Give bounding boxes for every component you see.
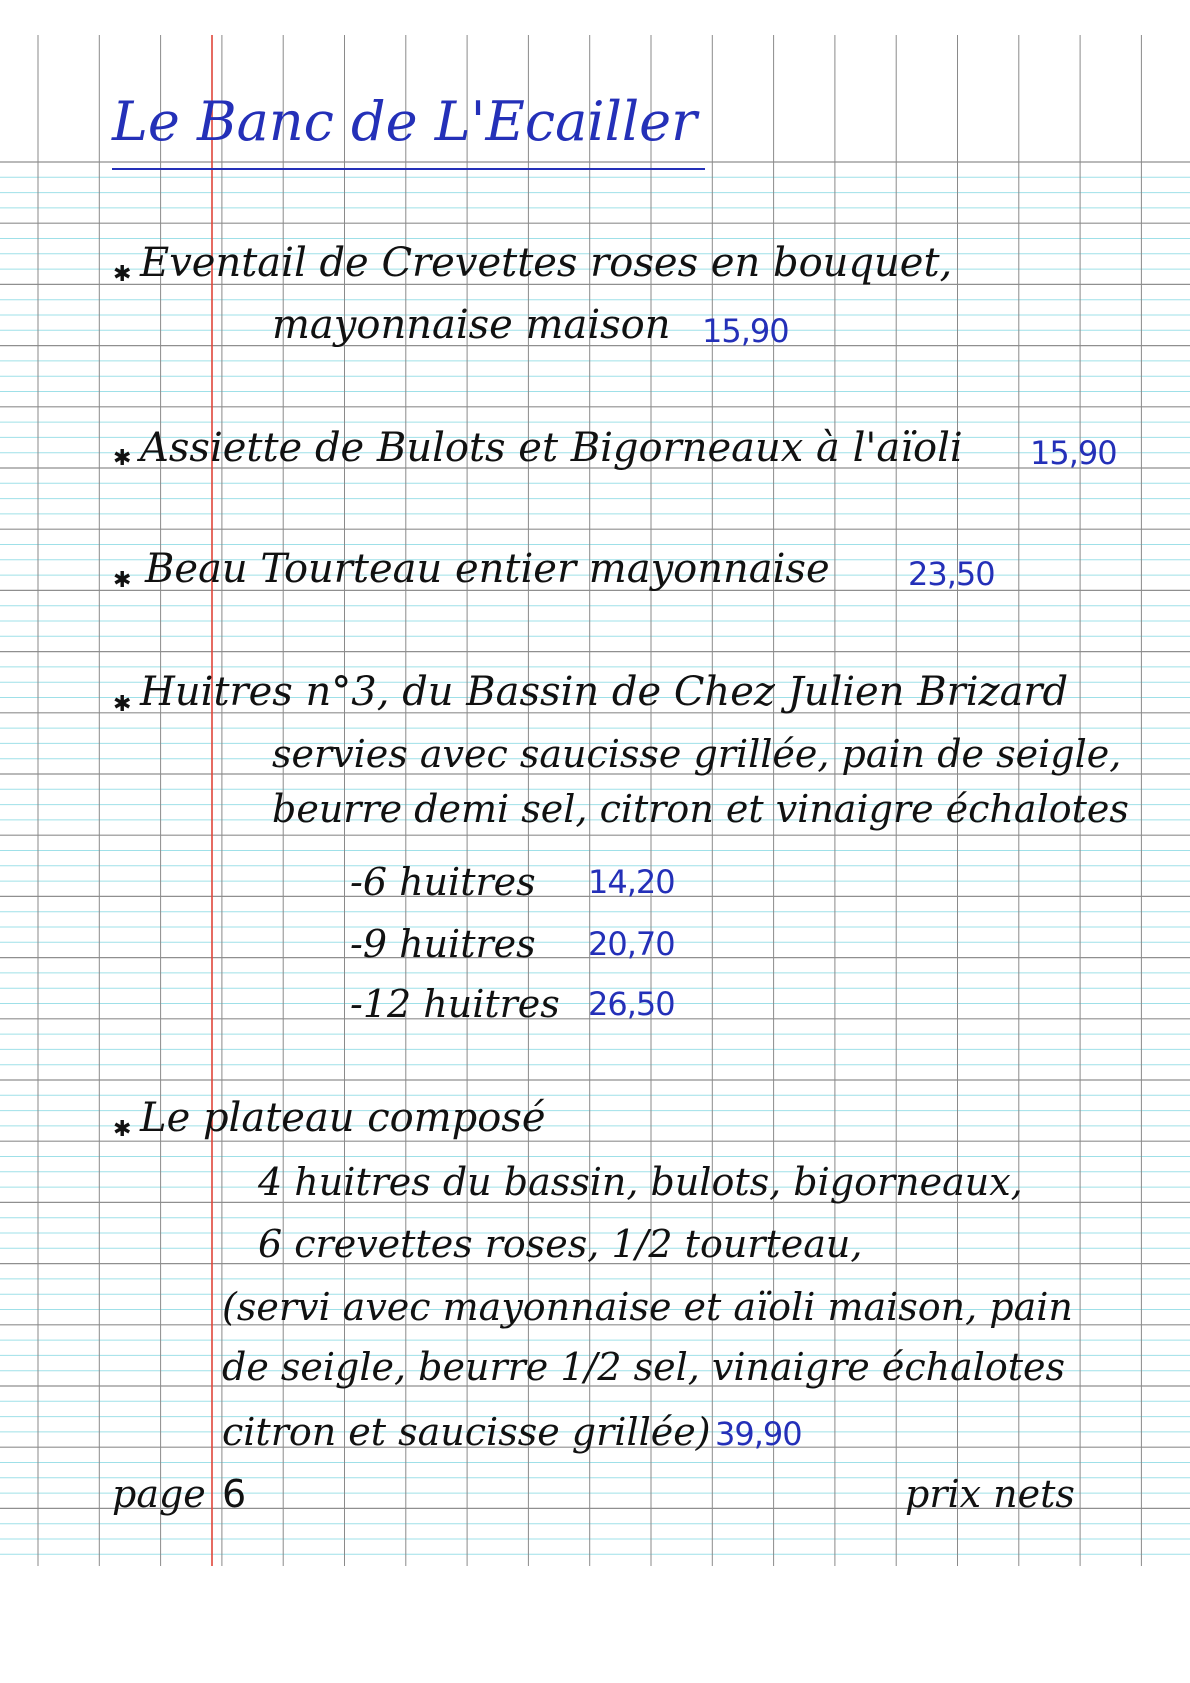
item-crevettes-line2: mayonnaise maison (272, 302, 671, 348)
footer-page-label: page (112, 1472, 206, 1516)
item-huitres-line2: servies avec saucisse grillée, pain de seigle, (272, 732, 1122, 776)
footer-note: prix nets (905, 1472, 1075, 1516)
option-6-huitres-label: -6 huitres (350, 860, 536, 904)
item-plateau-line2: 4 huitres du bassin, bulots, bigorneaux, (258, 1160, 1023, 1204)
item-huitres-line3: beurre demi sel, citron et vinaigre échalotes (272, 787, 1129, 831)
bullet-icon: ✱ (113, 262, 132, 287)
option-12-huitres-price: 26,50 (588, 985, 675, 1023)
bullet-icon: ✱ (113, 568, 132, 593)
bullet-icon: ✱ (113, 446, 132, 471)
item-bulots-price: 15,90 (1030, 434, 1117, 472)
item-tourteau-line1: Beau Tourteau entier mayonnaise (145, 546, 830, 592)
item-plateau-line5: de seigle, beurre 1/2 sel, vinaigre échalotes (222, 1345, 1066, 1389)
menu-title: Le Banc de L'Ecailler (112, 90, 697, 153)
item-plateau-price: 39,90 (715, 1415, 802, 1453)
option-6-huitres-price: 14,20 (588, 863, 675, 901)
item-bulots-line1: Assiette de Bulots et Bigorneaux à l'aïoli (140, 425, 963, 471)
title-underline (112, 168, 705, 170)
footer-page-number: 6 (222, 1472, 247, 1516)
bullet-icon: ✱ (113, 1117, 132, 1142)
item-plateau-line3: 6 crevettes roses, 1/2 tourteau, (258, 1222, 863, 1266)
item-crevettes-line1: Eventail de Crevettes roses en bouquet, (140, 240, 953, 286)
item-plateau-line6: citron et saucisse grillée) (222, 1410, 711, 1454)
item-huitres-line1: Huitres n°3, du Bassin de Chez Julien Brizard (140, 669, 1069, 715)
option-12-huitres-label: -12 huitres (350, 982, 560, 1026)
option-9-huitres-label: -9 huitres (350, 922, 536, 966)
option-9-huitres-price: 20,70 (588, 925, 675, 963)
item-tourteau-price: 23,50 (908, 555, 995, 593)
item-crevettes-price: 15,90 (702, 312, 789, 350)
bullet-icon: ✱ (113, 692, 132, 717)
item-plateau-line4: (servi avec mayonnaise et aïoli maison, pain (222, 1285, 1073, 1329)
item-plateau-line1: Le plateau composé (140, 1095, 546, 1141)
